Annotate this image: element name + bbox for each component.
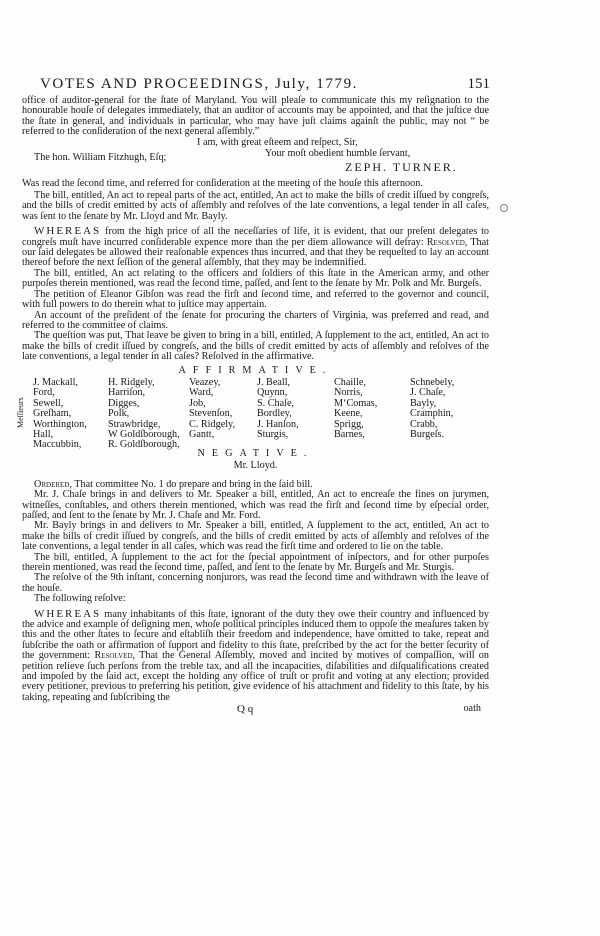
voter-name: Sprigg, [334,418,364,430]
voter-name: Ward, [189,387,214,399]
whereas: WHEREAS [34,225,102,238]
page-footer [22,704,489,716]
voter-name: Polk, [108,408,130,420]
voter-name: Ford, [33,387,55,399]
paragraph: office of auditor-general for the ſtate of Maryland. You will pleaſe to communicate this my reſignation to the honourable houſe of delegates immediately, that an auditor of accounts may be appointed, and that the juſtice due the ſtate in general, and individuals in particular, who may have juſt claims againſt the public, may not “ be referred to the conſideration of the next general aſſembly.” [22,95,489,138]
signer-name: ZEPH. TURNER. [345,159,458,174]
closing: I am, with great eſteem and reſpect, Sir, [197,136,358,148]
voter-name: Gantt, [189,428,215,440]
voter-name: Greſham, [33,408,72,420]
paragraph: Mr. Bayly brings in and delivers to Mr. Speaker a bill, entitled, A ſupplement to the act, entitled, An act to make the bills of credit iſſued by congreſs, and the bills of credit emitted by acts of aſſembly and reſolves of the late conventions, a legal tender in all caſes, which was read the firſt time and ordered to lie on the table. [22,520,489,553]
signature-mark: Q q [237,703,254,716]
paragraph: The queſtion was put, That leave be given to bring in a bill, entitled, A ſupplement to the act, entitled, An act to make the bills of credit iſſued by congreſs, and the bills of credit emitted by acts of aſſembly and reſolves of the late conventions, a legal tender in all caſes? Reſolved in the affirmative. [22,330,489,363]
negative-heading: NEGATIVE. [197,447,314,459]
servant-line: Your moſt obedient humble ſervant, [265,147,411,159]
paragraph [22,609,489,704]
ordered: Ordered [34,478,70,490]
name-column [334,378,377,440]
paragraph: The bill, entitled, A ſupplement to the act for the ſpecial appointment of inſpectors, and for other purpoſes therein mentioned, was read the ſecond time, paſſed, and ſent to the ſenate by Mr. Burgeſs and Mr. Sturgis. [22,551,489,573]
voter-name: Quynn, [257,387,288,399]
voter-name: C. Ridgely, [189,418,236,430]
whereas: WHEREAS [34,607,102,620]
text: , That committee No. 1 do prepare and bring in the ſaid bill. [69,478,313,490]
paragraph: The following reſolve: [34,593,126,605]
voter-name: Veazey, [189,376,221,388]
addressee: The hon. William Fitzhugh, Eſq; [34,151,167,163]
resolved: Resolved [94,650,133,662]
voter-name: Cramphin, [410,408,454,420]
voter-name: Burgeſs. [410,428,445,440]
paragraph: Was read the ſecond time, and referred for conſideration at the meeting of the houſe this afternoon. [22,177,423,189]
voter-name: Sturgis, [257,428,289,440]
voter-name: Job, [189,397,206,409]
voter-name: S. Chaſe, [257,397,295,409]
voter-name: Sewell, [33,397,64,409]
paragraph: Mr. J. Chaſe brings in and delivers to Mr. Speaker a bill, entitled, An act to encreaſe the fines on jurymen, witneſſes, conſtables, and others therein mentioned, which was read the firſt and ſecond time by eſpecial order, paſſed, and ſent to the ſenate by Mr. J. Chaſe and Mr. Ford. [22,489,489,521]
name-column [108,378,180,451]
running-header [40,76,490,93]
resolved: Resolved [426,236,465,248]
voter-name: Barnes, [334,428,365,440]
voter-name: Digges, [108,397,140,409]
voter-name: Crabb, [410,418,438,430]
paragraph: The bill, entitled, An act to repeal parts of the act, entitled, An act to make the bills of credit iſſued by congreſs, and the bills of credit emitted by acts of aſſembly and reſolves of the late conventions, a legal tender in all caſes, was ſent to the ſenate by Mr. Lloyd and Mr. Bayly. [22,190,489,222]
voter-name: Stevenſon, [189,408,233,420]
messieurs-label: Meſſieurs [16,397,25,428]
margin-mark [500,204,508,212]
voter-name: H. Ridgely, [108,376,155,388]
voter-name: W Goldſborough, [108,428,180,440]
paragraph: An account of the preſident of the ſenate for procuring the charters of Virginia, was preferred and read, and referred to the committee of claims. [22,309,489,331]
affirmative-heading: AFFIRMATIVE. [178,364,333,376]
text: from the high price of all the neceſſaries of life, it is evident, that our preſent delegates to congreſs muſt have incurred conſiderable expence more than the per diem allowance will defray: [22,226,489,248]
name-column [257,378,299,440]
voter-name: Strawbridge, [108,418,161,430]
voter-name: R. Goldſborough, [108,439,180,451]
paragraph: The bill, entitled, An act relating to the officers and ſoldiers of this ſtate in the American army, and other purpoſes therein mentioned, was read the ſecond time, paſſed, and ſent to the ſenate by Mr. Polk and Mr. Burgeſs. [22,267,489,290]
voter-name: Chaille, [334,376,366,388]
voter-name: J. Hanſon, [257,418,299,430]
voter-name: Bayly, [410,397,437,409]
letter-signature [22,138,489,176]
paragraph: The reſolve of the 9th inſtant, concerning nonjurors, was read the ſecond time and withdrawn with the leave of the houſe. [22,572,489,594]
voter-name: M‘Comas, [334,397,378,409]
text: many inhabitants of this ſtate, ignorant of the duty they owe their country and influenced by the advice and example of deſigning men, whoſe political principles induced them to oppoſe the meaſures taken by this and the other ſtates to ſecure and eſtabliſh their freedom and independence, have omitted to take, repeat and ſubſcribe the oath or affirmation of ſupport and fidelity to this ſtate, preſcribed by the act for the better ſecurity of the government: [22,608,489,662]
paragraph [22,226,489,269]
voter-name: Maccubbin, [33,439,82,451]
voter-name: Norris, [334,387,363,399]
text: , That our ſaid delegates be allowed their reaſonable expences thus incurred, and that they be requeſted to lay an account thereof before the next ſeſſion of the general aſſembly, that they may be indemnified. [22,236,489,269]
voter-name: J. Chaſe, [410,387,446,399]
voter-name: Harriſon, [108,387,146,399]
catchword: oath [463,703,481,715]
header-title: VOTES AND PROCEEDINGS, July, 1779. [40,76,359,92]
affirmative-votes [16,376,489,451]
voter-name: Bordley, [257,408,292,420]
voter-name: Keene, [334,408,363,420]
name-column [410,378,454,440]
voter-name: J. Mackall, [33,376,78,388]
name-column [189,378,235,440]
voter-name: Hall, [33,428,54,440]
body-text [16,95,489,716]
paragraph: The petition of Eleanor Gibſon was read the firſt and ſecond time, and referred to the governor and council, with full powers to do therein what to juſtice may appertain. [22,288,489,311]
name-column [33,378,87,451]
voter-name: Schnebely, [410,376,455,388]
voter-name: J. Beall, [257,376,291,388]
text: , That the General Aſſembly, moved and incited by motives of compaſſion, will on petition relieve ſuch perſons from the treble tax, and all the incapacities, diſabilities and diſqualifications created and impoſed by the ſaid act, except the holding any office of truſt or profit and voting at any election; provided every petitioner, previous to preferring his petition, give evidence of his attachment and fidelity to this ſtate, by his taking, repeating and ſubſcribing the [22,650,489,703]
voter-name: Worthington, [33,418,87,430]
page-number: 151 [467,76,490,92]
negative-votes: Mr. Lloyd. [233,460,278,472]
